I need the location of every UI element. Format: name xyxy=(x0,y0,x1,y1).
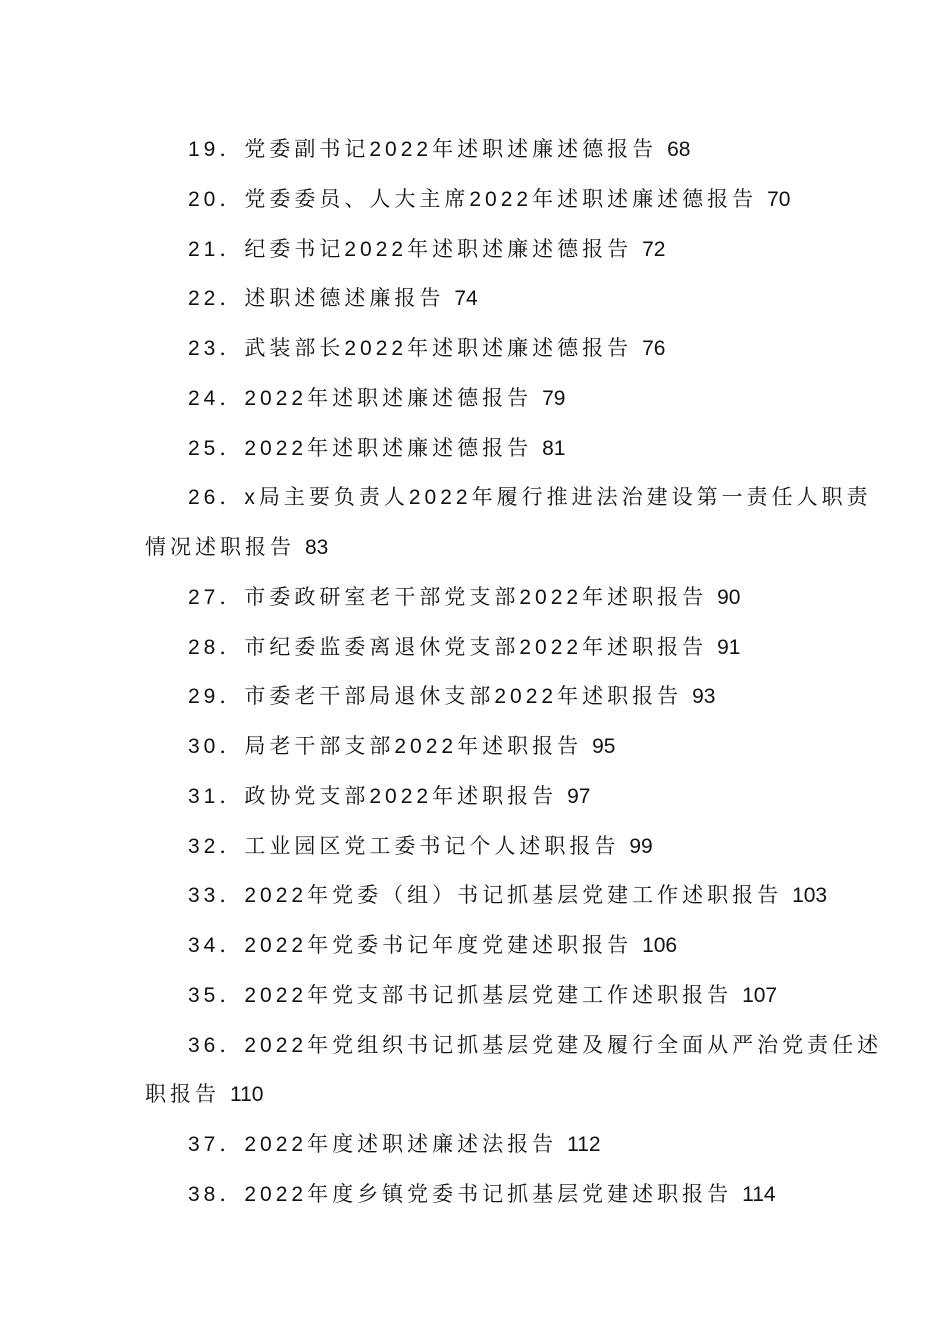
entry-page-number: 93 xyxy=(692,685,716,709)
entry-title: 市委政研室老干部党支部2022年述职报告 xyxy=(244,585,708,609)
entry-page-number: 68 xyxy=(667,138,691,161)
entry-number: 27． xyxy=(188,585,245,609)
toc-entry[interactable] xyxy=(145,374,810,424)
entry-title: 述职述德述廉报告 xyxy=(244,287,445,311)
entry-page-number: 70 xyxy=(767,187,791,211)
entry-title: 党委委员、人大主席2022年述职述廉述德报告 xyxy=(244,187,758,211)
entry-title: 党委副书记2022年述职述廉述德报告 xyxy=(244,138,658,161)
entry-title: 2022年党委书记年度党建述职报告 xyxy=(244,934,633,957)
entry-number: 34． xyxy=(188,934,245,957)
toc-entry[interactable] xyxy=(145,324,810,374)
entry-title: 2022年党组织书记抓基层党建及履行全面从严治党责任述 xyxy=(244,1033,883,1057)
entry-page-number: 114 xyxy=(742,1182,776,1206)
entry-page-number: 107 xyxy=(742,983,778,1007)
entry-page-number: 103 xyxy=(792,884,828,908)
toc-entry[interactable] xyxy=(145,424,810,474)
entry-title: 2022年度乡镇党委书记抓基层党建述职报告 xyxy=(244,1182,733,1206)
entry-title: 市纪委监委离退休党支部2022年述职报告 xyxy=(244,635,708,659)
entry-number: 37． xyxy=(188,1133,245,1156)
toc-entry-continuation[interactable] xyxy=(145,523,810,573)
entry-number: 25． xyxy=(188,436,245,460)
entry-number: 36． xyxy=(188,1033,245,1057)
entry-title: x局主要负责人2022年履行推进法治建设第一责任人职责 xyxy=(244,486,872,510)
entry-number: 23． xyxy=(188,337,245,360)
toc-entry[interactable] xyxy=(145,125,810,175)
entry-page-number: 99 xyxy=(629,834,653,858)
entry-title: 2022年度述职述廉述法报告 xyxy=(244,1133,558,1156)
entry-number: 30． xyxy=(188,735,245,758)
entry-number: 21． xyxy=(188,237,245,261)
entry-title: 政协党支部2022年述职报告 xyxy=(244,784,558,808)
toc-entry[interactable] xyxy=(145,623,810,673)
entry-title: 2022年述职述廉述德报告 xyxy=(244,386,533,410)
entry-page-number: 79 xyxy=(542,386,566,410)
entry-title: 2022年党委（组）书记抓基层党建工作述职报告 xyxy=(244,884,783,908)
entry-number: 24． xyxy=(188,386,245,410)
toc-entry[interactable] xyxy=(145,573,810,623)
entry-page-number: 106 xyxy=(642,934,678,957)
entry-title: 局老干部支部2022年述职报告 xyxy=(244,735,583,758)
entry-title: 武装部长2022年述职述廉述德报告 xyxy=(244,337,633,360)
toc-entry[interactable] xyxy=(145,772,810,822)
entry-page-number: 83 xyxy=(305,536,329,559)
entry-title-continuation: 情况述职报告 xyxy=(145,536,295,559)
entry-page-number: 72 xyxy=(642,237,666,261)
entry-number: 20． xyxy=(188,187,245,211)
toc-entry[interactable] xyxy=(145,225,810,275)
toc-entry[interactable] xyxy=(145,672,810,722)
toc-entry[interactable] xyxy=(145,722,810,772)
entry-page-number: 91 xyxy=(717,635,741,659)
entry-page-number: 95 xyxy=(592,735,616,758)
entry-page-number: 110 xyxy=(230,1083,264,1107)
entry-title: 2022年述职述廉述德报告 xyxy=(244,436,533,460)
toc-entry[interactable] xyxy=(145,274,810,324)
entry-number: 31． xyxy=(188,784,245,808)
entry-number: 33． xyxy=(188,884,245,908)
entry-page-number: 90 xyxy=(717,585,741,609)
toc-entry[interactable] xyxy=(145,971,810,1021)
entry-number: 19． xyxy=(188,138,245,161)
entry-number: 22． xyxy=(188,287,245,311)
toc-entry[interactable] xyxy=(145,1170,810,1220)
toc-entry[interactable] xyxy=(145,473,872,523)
toc-entry[interactable] xyxy=(145,175,810,225)
table-of-contents xyxy=(145,125,883,1220)
entry-title: 2022年党支部书记抓基层党建工作述职报告 xyxy=(244,983,733,1007)
entry-number: 38． xyxy=(188,1182,245,1206)
entry-number: 29． xyxy=(188,685,245,709)
entry-number: 32． xyxy=(188,834,245,858)
entry-page-number: 76 xyxy=(642,337,666,360)
entry-number: 35． xyxy=(188,983,245,1007)
entry-title: 工业园区党工委书记个人述职报告 xyxy=(244,834,620,858)
entry-title: 市委老干部局退休支部2022年述职报告 xyxy=(244,685,683,709)
entry-number: 26． xyxy=(188,486,245,510)
entry-number: 28． xyxy=(188,635,245,659)
toc-entry[interactable] xyxy=(145,1021,883,1071)
toc-entry[interactable] xyxy=(145,822,810,872)
entry-page-number: 112 xyxy=(567,1133,601,1156)
entry-title: 纪委书记2022年述职述廉述德报告 xyxy=(244,237,633,261)
toc-entry[interactable] xyxy=(145,921,810,971)
toc-entry[interactable] xyxy=(145,871,828,921)
toc-entry-continuation[interactable] xyxy=(145,1070,810,1120)
entry-page-number: 97 xyxy=(567,784,591,808)
entry-title-continuation: 职报告 xyxy=(145,1083,220,1107)
toc-entry[interactable] xyxy=(145,1120,810,1170)
entry-page-number: 74 xyxy=(454,287,478,311)
entry-page-number: 81 xyxy=(542,436,566,460)
